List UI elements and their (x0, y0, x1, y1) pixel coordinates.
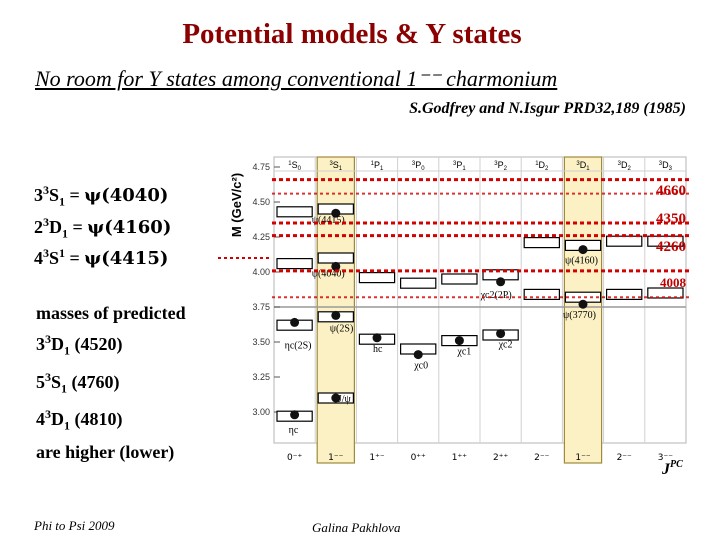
observed-state-marker (331, 311, 340, 320)
jpc-label-5: 2⁺⁺ (492, 453, 509, 463)
observed-state-label: ψ(3770) (563, 310, 596, 322)
column-header-9: $^3D_3$ (658, 160, 672, 172)
predicted-level (401, 278, 436, 288)
observed-state-marker (290, 410, 299, 419)
slide-subtitle: No room for Y states among conventional 1⁻⁻ charmonium (35, 66, 558, 91)
jpc-label-9: 3⁻⁻ (657, 453, 674, 463)
y-tick-label: 3.75 (252, 302, 270, 312)
predicted-level (607, 289, 642, 299)
observed-state-marker (290, 318, 299, 327)
reference-citation: S.Godfrey and N.Isgur PRD32,189 (1985) (409, 100, 686, 117)
y-tick-label: 3.50 (252, 337, 270, 347)
column-header-0: $^1S_0$ (288, 160, 301, 172)
predicted-mass-2: $4^3D_1$ (4810) (36, 407, 123, 433)
observed-state-label: ηc (288, 424, 299, 436)
observed-state-label: ηc(2S) (284, 340, 312, 352)
y-tick-label: 4.75 (252, 162, 270, 172)
y-tick-label: 4.50 (252, 197, 270, 207)
jpc-label-4: 1⁺⁺ (451, 453, 468, 463)
observed-state-label: J/ψ (337, 394, 351, 405)
column-header-3: $^3P_0$ (411, 160, 425, 172)
y-axis-label: M (GeV/c²) (229, 172, 244, 238)
footer-conference: Phi to Psi 2009 (34, 518, 115, 533)
y-tick-label: 3.25 (252, 372, 270, 382)
observed-state-label: ψ(2S) (329, 323, 354, 335)
footer-author: Galina Pakhlova (312, 520, 401, 535)
jpc-label-7: 1⁻⁻ (575, 453, 591, 463)
x-axis-label: $J^{PC}$ (662, 459, 683, 478)
y-state-label-4350: 4350 (656, 211, 686, 227)
observed-state-marker (496, 277, 505, 286)
identification-0: $3^3S_1 = \psi(4040)$ (34, 183, 169, 209)
y-tick-label: 4.00 (252, 267, 270, 277)
column-header-6: $^1D_2$ (535, 160, 549, 172)
predicted-level (359, 273, 394, 283)
observed-state-marker (455, 336, 464, 345)
observed-state-label: ψ(4415) (311, 215, 345, 227)
jpc-label-8: 2⁻⁻ (616, 453, 632, 463)
observed-state-label: hc (373, 343, 383, 355)
predicted-mass-0: $3^3D_1$ (4520) (36, 332, 123, 358)
observed-state-marker (579, 245, 588, 254)
highlight-band-0 (317, 157, 354, 463)
predicted-level (318, 253, 353, 263)
jpc-label-0: 0⁻⁺ (286, 453, 303, 463)
observed-state-marker (579, 300, 588, 309)
predicted-level (277, 259, 312, 269)
slide-title: Potential models & Y states (182, 18, 522, 50)
y-state-label-4008: 4008 (660, 275, 686, 290)
column-header-4: $^3P_1$ (453, 160, 466, 172)
observed-state-label: χc2(2P) (480, 289, 512, 301)
predicted-level (442, 274, 477, 284)
predicted-mass-1: $5^3S_1$ (4760) (36, 369, 120, 396)
y-tick-label: 4.25 (252, 232, 270, 242)
observed-state-label: ψ(4160) (565, 255, 598, 267)
identification-2: $4^3S^1 = \psi(4415)$ (34, 246, 169, 269)
column-header-7: $^3D_1$ (576, 160, 590, 172)
y-state-label-4660: 4660 (656, 183, 686, 199)
jpc-label-2: 1⁺⁻ (369, 453, 385, 463)
observed-state-label: ψ(4040) (311, 268, 345, 280)
column-header-1: $^3S_1$ (329, 160, 343, 172)
jpc-label-6: 2⁻⁻ (534, 453, 550, 463)
column-header-5: $^3P_2$ (494, 160, 507, 172)
observed-state-marker (373, 333, 382, 342)
observed-state-marker (496, 329, 505, 338)
y-tick-label: 3.00 (252, 407, 270, 417)
jpc-label-1: 1⁻⁻ (328, 453, 344, 463)
column-header-2: $^1P_1$ (370, 160, 384, 172)
column-header-8: $^3D_2$ (617, 160, 631, 172)
observed-state-label: χc2 (498, 339, 513, 351)
predicted-level (524, 238, 559, 248)
observed-state-marker (414, 350, 423, 359)
observed-state-label: χc1 (457, 346, 472, 358)
predicted-level (607, 236, 642, 246)
y-state-label-4260: 4260 (656, 239, 686, 255)
jpc-label-3: 0⁺⁺ (410, 453, 426, 463)
identification-1: $2^3D_1 = \psi(4160)$ (34, 215, 172, 241)
predicted-level (277, 207, 312, 217)
predicted-masses-outro: are higher (lower) (36, 441, 175, 462)
predicted-masses-intro: masses of predicted (36, 303, 186, 323)
observed-state-label: χc0 (414, 360, 429, 372)
